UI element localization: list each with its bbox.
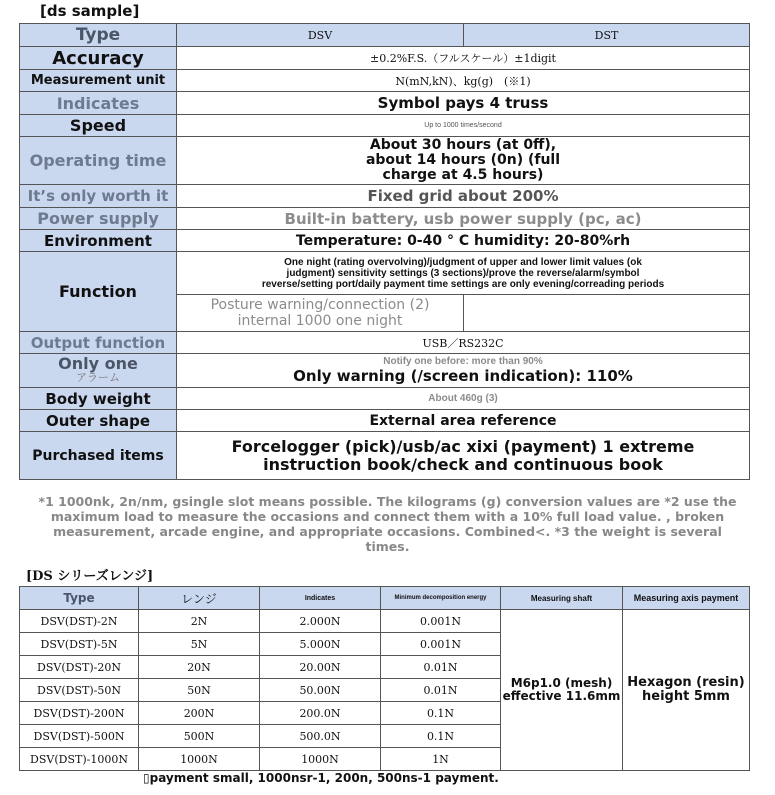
range-cell-type: DSV(DST)-500N [20,725,139,748]
range-cell-min-energy: 0.001N [381,633,501,656]
range-cell-indicates: 1000N [260,748,381,771]
range-header-indicates: Indicates [260,587,381,610]
footnote-line-2: maximum load to measure the occasions and connect them with a 10% full load value. , broken [50,509,725,524]
purchased-value [177,432,750,480]
spec-row-accuracy [20,47,750,70]
spec-row-worth [20,185,750,208]
range-cell-indicates: 500.0N [260,725,381,748]
operating-line-3: charge at 4.5 hours) [382,167,544,183]
type-dst: DST [464,24,750,47]
environment-value: Temperature: 0-40 ° C humidity: 20-80%rh [177,230,750,252]
range-row [20,610,750,633]
range-cell-range: 5N [139,633,260,656]
purchased-line-1: Forcelogger (pick)/usb/ac xixi (payment) 1 extreme [231,436,695,456]
indicates-label: Indicates [20,92,177,115]
accuracy-value: ±0.2%F.S.（フルスケール）±1digit [177,47,750,70]
range-cell-type: DSV(DST)-50N [20,679,139,702]
range-cell-type: DSV(DST)-200N [20,702,139,725]
spec-row-unit [20,70,750,92]
speed-value: Up to 1000 times/second [177,115,750,137]
range-payment-cell [623,610,750,771]
spec-row-type [20,24,750,47]
range-footnote: ▯payment small, 1000nsr-1, 200n, 500ns-1 payment. [143,771,499,785]
spec-row-only-one [20,354,750,388]
output-value: USB／RS232C [177,332,750,354]
function-label: Function [20,252,177,332]
footnote-line-3: measurement, arcade engine, and appropriate occasions. Combined<. *3 the weight is several times. [53,524,722,554]
range-cell-range: 200N [139,702,260,725]
accuracy-label: Accuracy [20,47,177,70]
unit-value: N(mN,kN)、kg(g) (※1) [177,70,750,92]
range-cell-indicates: 5.000N [260,633,381,656]
function-line-2: judgment) sensitivity settings (3 sections)/prove the reverse/alarm/symbol [286,267,640,279]
function-value [177,252,750,295]
range-cell-indicates: 20.00N [260,656,381,679]
only-one-line-1: Notify one before: more than 90% [383,356,543,367]
function-sub-line-2: internal 1000 one night [237,313,403,329]
range-cell-range: 500N [139,725,260,748]
function-line-1: One night (rating overvolving)/judgment of upper and lower limit values (ok [284,256,642,268]
worth-value: Fixed grid about 200% [177,185,750,208]
weight-label: Body weight [20,388,177,410]
range-header-min-energy: Minimum decomposition energy [381,587,501,610]
power-label: Power supply [20,208,177,230]
payment-line-1: Hexagon (resin) [627,675,745,690]
range-cell-range: 2N [139,610,260,633]
spec-row-function [20,252,750,295]
power-value: Built-in battery, usb power supply (pc, ac) [177,208,750,230]
range-title: [DS シリーズレンジ] [26,569,154,584]
range-cell-range: 1000N [139,748,260,771]
doc-title: [ds sample] [40,2,140,20]
type-label: Type [20,24,177,47]
purchased-line-2: instruction book/check and continuous book [263,454,663,474]
range-cell-type: DSV(DST)-1000N [20,748,139,771]
payment-line-2: height 5mm [642,689,730,704]
only-one-label-sub: アラーム [76,370,120,384]
range-shaft-cell [501,610,623,771]
shaft-line-1: M6p1.0 (mesh) [510,676,613,690]
function-sub-line-1: Posture warning/connection (2) [210,297,430,313]
only-one-value [177,354,750,388]
operating-line-1: About 30 hours (at 0ff), [369,137,557,153]
output-label: Output function [20,332,177,354]
range-header-payment: Measuring axis payment [623,587,750,610]
spec-row-weight [20,388,750,410]
speed-label: Speed [20,115,177,137]
range-header-type: Type [20,587,139,610]
range-cell-min-energy: 0.01N [381,656,501,679]
shaft-line-2: effective 11.6mm [502,689,621,703]
range-header-shaft: Measuring shaft [501,587,623,610]
type-dsv: DSV [177,24,464,47]
spec-row-speed [20,115,750,137]
spec-row-environment [20,230,750,252]
only-one-label-main: Only one [58,353,138,373]
function-sub-value [177,295,464,332]
range-cell-indicates: 2.000N [260,610,381,633]
spec-row-indicates [20,92,750,115]
spec-row-output [20,332,750,354]
function-sub-empty [464,295,750,332]
unit-label: Measurement unit [20,70,177,92]
shape-value: External area reference [177,410,750,432]
range-header-row [20,587,750,610]
range-cell-type: DSV(DST)-2N [20,610,139,633]
footnote-line-1: *1 1000nk, 2n/nm, gsingle slot means possible. The kilograms (g) conversion values are *2 use the [38,494,737,509]
range-cell-min-energy: 0.01N [381,679,501,702]
spec-row-power [20,208,750,230]
weight-value: About 460g (3) [177,388,750,410]
range-cell-range: 20N [139,656,260,679]
environment-label: Environment [20,230,177,252]
spec-row-operating [20,137,750,185]
only-one-label [20,354,177,388]
range-cell-min-energy: 0.001N [381,610,501,633]
spec-table [19,23,750,480]
operating-value [177,137,750,185]
only-one-line-2: Only warning (/screen indication): 110% [293,367,633,385]
range-cell-min-energy: 0.1N [381,725,501,748]
shape-label: Outer shape [20,410,177,432]
operating-label: Operating time [20,137,177,185]
range-header-range: レンジ [139,587,260,610]
range-cell-type: DSV(DST)-20N [20,656,139,679]
footnote-paragraph [30,494,745,554]
range-cell-indicates: 200.0N [260,702,381,725]
spec-row-purchased [20,432,750,480]
operating-line-2: about 14 hours (0n) (full [365,152,561,168]
function-line-3: reverse/setting port/daily payment time settings are only evening/correading periods [261,278,665,290]
worth-label: It’s only worth it [20,185,177,208]
indicates-value: Symbol pays 4 truss [177,92,750,115]
range-cell-indicates: 50.00N [260,679,381,702]
range-table [19,586,750,771]
spec-row-shape [20,410,750,432]
range-cell-min-energy: 0.1N [381,702,501,725]
range-cell-range: 50N [139,679,260,702]
range-cell-min-energy: 1N [381,748,501,771]
range-cell-type: DSV(DST)-5N [20,633,139,656]
purchased-label: Purchased items [20,432,177,480]
